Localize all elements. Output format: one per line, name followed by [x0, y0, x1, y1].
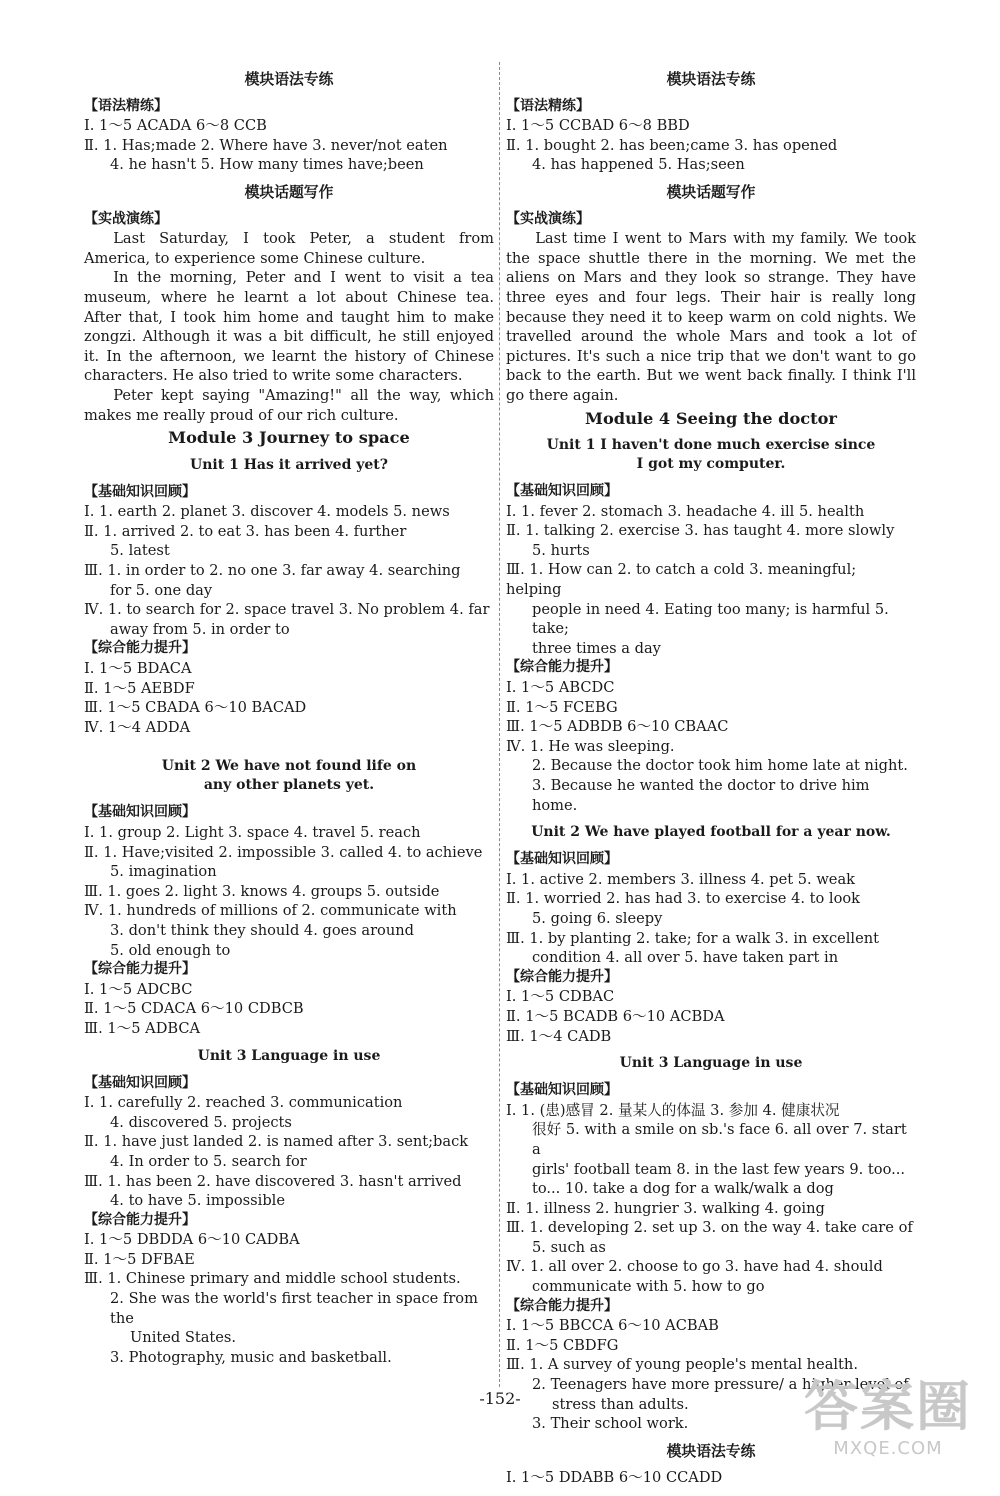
answer-line: Ⅱ. 1. arrived 2. to eat 3. has been 4. further [84, 522, 407, 540]
essay-paragraph: Peter kept saying "Amazing!" all the way, which makes me really proud of our rich culture. [84, 386, 494, 424]
answer-line: Ⅲ. 1～5 CBADA 6～10 BACAD [84, 699, 307, 717]
section-tag: 【基础知识回顾】 [506, 851, 618, 868]
section-tag: 【综合能力提升】 [506, 1297, 618, 1314]
answer-line: Ⅲ. 1～5 ADBCA [84, 1019, 201, 1037]
answer-line-continued: 4. he hasn't 5. How many times have;been [110, 156, 424, 174]
answer-line: Ⅳ. 1～4 ADDA [84, 718, 191, 736]
unit-heading: Unit 2 We have not found life on any other planets yet. [161, 758, 417, 794]
answer-line: Ⅱ. 1～5 FCEBG [506, 698, 618, 716]
answer-line-continued: 3. don't think they should 4. goes around [110, 921, 414, 939]
answer-line-continued: 很好 5. with a smile on sb.'s face 6. all over 7. start a [532, 1121, 907, 1158]
left-column [84, 62, 494, 1367]
section-tag: 【语法精练】 [506, 97, 590, 114]
answer-line: Ⅲ. 1. goes 2. light 3. knows 4. groups 5. outside [84, 882, 440, 900]
answer-line: Ⅰ. 1～5 DDABB 6～10 CCADD [506, 1469, 723, 1487]
answer-line-continued: girls' football team 8. in the last few years 9. too... [532, 1160, 906, 1178]
column-divider [499, 62, 500, 1387]
answer-line-continued: stress than adults. [552, 1395, 689, 1413]
answer-line: Ⅰ. 1～5 BDACA [84, 660, 192, 678]
answer-line: Ⅱ. 1～5 BCADB 6～10 ACBDA [506, 1007, 725, 1025]
answer-line: Ⅳ. 1. He was sleeping. [506, 737, 675, 755]
section-tag: 【综合能力提升】 [84, 1211, 196, 1228]
unit-heading: Unit 3 Language in use [619, 1055, 803, 1072]
answer-line: Ⅲ. 1～5 ADBDB 6～10 CBAAC [506, 718, 729, 736]
section-tag: 【基础知识回顾】 [84, 483, 196, 500]
section-tag: 【实战演练】 [506, 210, 590, 227]
answer-line: Ⅱ. 1. talking 2. exercise 3. has taught 4. more slowly [506, 522, 895, 540]
answer-line: Ⅱ. 1～5 DFBAE [84, 1250, 195, 1268]
module-heading: Module 3 Journey to space [168, 428, 410, 448]
answer-line-continued: 3. Because he wanted the doctor to drive him home. [532, 777, 870, 814]
watermark-mark: 答案圈 [804, 1375, 972, 1438]
answer-line-continued: 5. latest [110, 542, 170, 560]
section-tag: 【实战演练】 [84, 210, 168, 227]
watermark-logo [798, 1376, 978, 1486]
answer-line: Ⅰ. 1. earth 2. planet 3. discover 4. models 5. news [84, 503, 450, 521]
answer-line-continued: three times a day [532, 639, 661, 657]
answer-line: Ⅲ. 1. developing 2. set up 3. on the way 4. take care of [506, 1219, 913, 1237]
answer-line-continued: 5. imagination [110, 863, 217, 881]
section-title: 模块语法专练 [666, 71, 756, 88]
watermark-url: MXQE.COM [833, 1438, 943, 1459]
answer-line: Ⅱ. 1. Has;made 2. Where have 3. never/not eaten [84, 136, 448, 154]
section-title: 模块语法专练 [666, 1442, 756, 1460]
answer-line: Ⅰ. 1～5 CDBAC [506, 988, 615, 1006]
answer-line: Ⅱ. 1. illness 2. hungrier 3. walking 4. going [506, 1199, 825, 1217]
answer-line: Ⅳ. 1. hundreds of millions of 2. communicate with [84, 902, 457, 920]
section-tag: 【基础知识回顾】 [84, 804, 196, 821]
answer-line: Ⅰ. 1. group 2. Light 3. space 4. travel 5. reach [84, 824, 421, 841]
answer-line: Ⅰ. 1～5 ADCBC [84, 980, 193, 998]
answer-line: Ⅱ. 1～5 CBDFG [506, 1336, 619, 1354]
answer-line: Ⅰ. 1～5 CCBAD 6～8 BBD [506, 117, 690, 135]
section-title: 模块话题写作 [666, 183, 756, 201]
answer-line: Ⅰ. 1. (患)感冒 2. 量某人的体温 3. 参加 4. 健康状况 [506, 1101, 840, 1119]
unit-heading: Unit 3 Language in use [197, 1047, 381, 1064]
section-tag: 【语法精练】 [84, 97, 168, 114]
section-tag: 【综合能力提升】 [84, 961, 196, 978]
answer-line: Ⅰ. 1. carefully 2. reached 3. communication [84, 1094, 403, 1112]
answer-line-continued: 2. She was the world's first teacher in space from the [110, 1290, 478, 1327]
essay-paragraph: Last time I went to Mars with my family. We took the space shuttle there in the morning. We met the aliens on Mars and they look so strange. They have three eyes and four legs. Their hair is really long because they need it to keep warm on cold nights. We travelled around the whole Mars and took a lot of pictures. It's such a nice trip that we don't want to go back to the earth. But we went back finally. I think I'll go there again. [506, 230, 916, 404]
answer-line: Ⅲ. 1～4 CADB [506, 1027, 612, 1045]
answer-line-continued: to... 10. take a dog for a walk/walk a dog [532, 1180, 834, 1198]
section-tag: 【基础知识回顾】 [84, 1074, 196, 1091]
section-tag: 【基础知识回顾】 [506, 483, 618, 500]
module-heading: Module 4 Seeing the doctor [585, 408, 837, 428]
answer-line: Ⅳ. 1. all over 2. choose to go 3. have had 4. should [506, 1258, 883, 1276]
answer-line-continued: away from 5. in order to [110, 620, 290, 638]
answer-line-continued: 5. going 6. sleepy [532, 909, 663, 927]
essay-paragraph: Last Saturday, I took Peter, a student from America, to experience some Chinese culture. [84, 230, 494, 267]
answer-line: Ⅲ. 1. Chinese primary and middle school students. [84, 1270, 461, 1288]
answer-line: Ⅰ. 1. active 2. members 3. illness 4. pet 5. weak [506, 870, 855, 888]
answer-line: Ⅰ. 1～5 ABCDC [506, 679, 615, 697]
answer-line-continued: 4. In order to 5. search for [110, 1152, 307, 1170]
unit-heading: Unit 2 We have played football for a year now. [531, 824, 891, 841]
answer-line: Ⅱ. 1～5 AEBDF [84, 679, 195, 697]
section-tag: 【综合能力提升】 [506, 659, 618, 676]
answer-line: Ⅲ. 1. has been 2. have discovered 3. hasn't arrived [84, 1172, 462, 1190]
answer-line-continued: 2. Teenagers have more pressure/ a higher level of [532, 1376, 909, 1394]
essay-paragraph: In the morning, Peter and I went to visit a tea museum, where he learnt a lot about Chinese tea. After that, I took him home and taught him to make zongzi. Although it was a bit difficult, he still enjoyed it. In the afternoon, we learnt the history of Chinese characters. He also tried to write some characters. [84, 269, 494, 385]
answer-line-continued: for 5. one day [110, 581, 213, 599]
answer-line: Ⅲ. 1. by planting 2. take; for a walk 3. in excellent [506, 929, 879, 947]
answer-line: Ⅱ. 1. have just landed 2. is named after 3. sent;back [84, 1133, 469, 1151]
answer-line: Ⅳ. 1. to search for 2. space travel 3. No problem 4. far [84, 601, 490, 619]
answer-line-continued: 4. to have 5. impossible [110, 1192, 285, 1210]
spacer [84, 737, 494, 749]
section-title: 模块语法专练 [244, 71, 334, 88]
answer-line-continued: 5. such as [532, 1238, 606, 1256]
answer-line-continued: 4. has happened 5. Has;seen [532, 156, 745, 174]
answer-line-continued: 3. Their school work. [532, 1415, 689, 1433]
answer-line-continued: 4. discovered 5. projects [110, 1113, 292, 1131]
answer-line: Ⅰ. 1～5 BBCCA 6～10 ACBAB [506, 1317, 719, 1335]
answer-line: Ⅰ. 1～5 ACADA 6～8 CCB [84, 117, 267, 135]
answer-line-continued: United States. [130, 1329, 237, 1347]
answer-line: Ⅰ. 1. fever 2. stomach 3. headache 4. ill 5. health [506, 502, 865, 520]
answer-line: Ⅱ. 1. Have;visited 2. impossible 3. called 4. to achieve [84, 843, 483, 861]
answer-line: Ⅰ. 1～5 DBDDA 6～10 CADBA [84, 1231, 300, 1249]
section-title: 模块话题写作 [244, 183, 334, 201]
right-column [506, 62, 916, 1488]
answer-line: Ⅲ. 1. A survey of young people's mental health. [506, 1356, 858, 1374]
answer-line-continued: 3. Photography, music and basketball. [110, 1348, 392, 1366]
answer-line: Ⅱ. 1～5 CDACA 6～10 CDBCB [84, 1000, 304, 1018]
answer-line: Ⅲ. 1. in order to 2. no one 3. far away 4. searching [84, 562, 461, 580]
answer-line-continued: people in need 4. Eating too many; is harmful 5. take; [532, 600, 889, 638]
answer-line-continued: 5. hurts [532, 541, 590, 559]
unit-heading: Unit 1 I haven't done much exercise since I got my computer. [546, 437, 876, 473]
answer-line-continued: condition 4. all over 5. have taken part in [532, 949, 839, 967]
answer-line: Ⅱ. 1. worried 2. has had 3. to exercise 4. to look [506, 890, 861, 908]
section-tag: 【综合能力提升】 [506, 968, 618, 985]
answer-line-continued: 5. old enough to [110, 941, 231, 959]
answer-line: Ⅲ. 1. How can 2. to catch a cold 3. meaningful; helping [506, 561, 857, 599]
section-tag: 【综合能力提升】 [84, 640, 196, 657]
unit-heading: Unit 1 Has it arrived yet? [190, 456, 388, 473]
answer-line-continued: 2. Because the doctor took him home late at night. [532, 757, 908, 775]
answer-line-continued: communicate with 5. how to go [532, 1278, 765, 1296]
answer-line: Ⅱ. 1. bought 2. has been;came 3. has opened [506, 136, 838, 154]
page-number: -152- [479, 1389, 521, 1408]
section-tag: 【基础知识回顾】 [506, 1082, 618, 1099]
